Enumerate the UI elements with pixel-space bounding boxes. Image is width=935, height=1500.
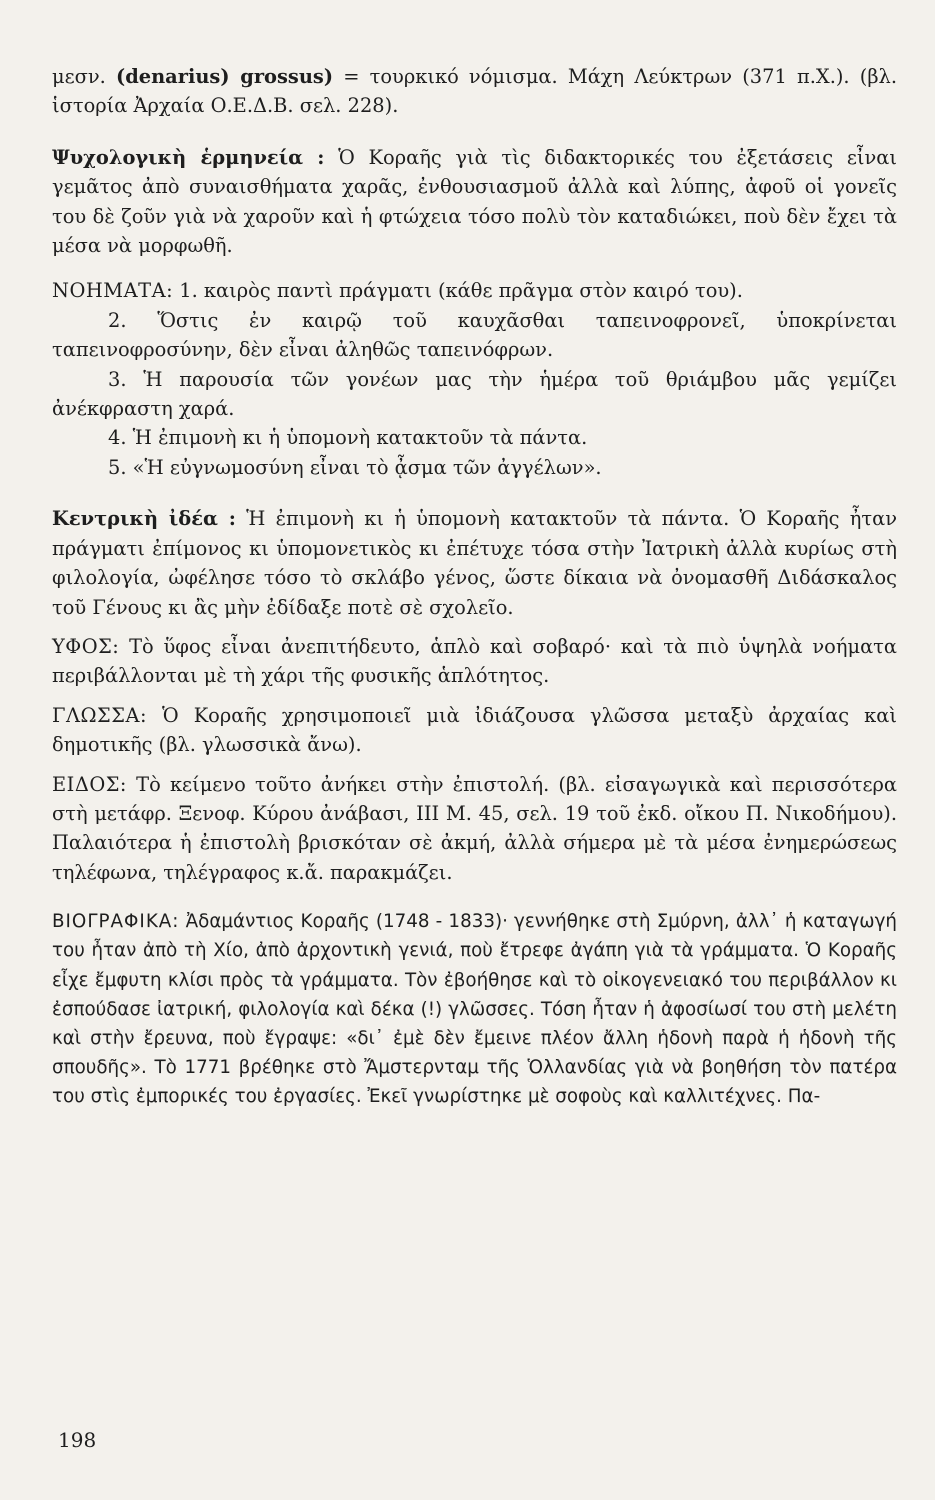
biography-label: ΒΙΟΓΡΑΦΙΚΑ: [52, 911, 180, 933]
central-idea-paragraph [52, 504, 897, 622]
psychology-paragraph [52, 143, 897, 261]
noimata-label: ΝΟΗΜΑΤΑ: [52, 279, 174, 303]
psychology-text: Ὁ Κοραῆς γιὰ τὶς διδακτορικές του ἐξετάσεις εἶναι γεμᾶτος ἀπὸ συναισθήματα χαρᾶς, ἐνθουσιασμοῦ ἀλλὰ καὶ λύπης, ἀφοῦ οἱ γονεῖς του δὲ ζοῦν γιὰ νὰ χαροῦν καὶ ἡ φτώχεια τόσο πολὺ τὸν καταδιώκει, ποὺ δὲν ἔχει τὰ μέσα νὰ μορφωθῆ. [52, 145, 898, 258]
central-idea-label: Κεντρικὴ ἰδέα : [52, 507, 236, 531]
page-number: 198 [58, 1428, 97, 1452]
noimata-item-2: 2. Ὅστις ἐν καιρῷ τοῦ καυχᾶσθαι ταπεινοφρονεῖ, ὑποκρίνεται ταπεινοφροσύνην, δὲν εἶναι ἀληθῶς ταπεινόφρων. [52, 308, 897, 362]
style-paragraph [52, 632, 897, 691]
style-label: ΥΦΟΣ: [52, 634, 120, 658]
intro-text-end: = τουρκικό νόμισμα. Μάχη Λεύκτρων (371 π.Χ.). (βλ. ἱστορία Ἀρχαία Ο.Ε.Δ.Β. σελ. 228). [52, 65, 897, 118]
intro-latin-term: (denarius) grossus) [116, 65, 334, 88]
noimata-item-1 [52, 276, 897, 305]
psychology-label: Ψυχολογικὴ ἑρμηνεία : [52, 145, 325, 169]
language-paragraph [52, 701, 897, 760]
intro-paragraph [52, 62, 897, 121]
genre-text: Τὸ κείμενο τοῦτο ἀνήκει στὴν ἐπιστολή. (βλ. εἰσαγωγικὰ καὶ περισσότερα στὴ μετάφρ. Ξενοφ. Κύρου ἀνάβασι, ΙΙΙ Μ. 45, σελ. 19 τοῦ ἐκδ. οἴκου Π. Νικοδήμου). Παλαιότερα ἡ ἐπιστολὴ βρισκόταν σὲ ἀκμή, ἀλλὰ σήμερα μὲ τὰ μέσα ἐνημερώσεως τηλέφωνα, τηλέγραφος κ.ἄ. παρακμάζει. [52, 772, 897, 884]
language-text: Ὁ Κοραῆς χρησιμοποιεῖ μιὰ ἰδιάζουσα γλῶσσα μεταξὺ ἀρχαίας καὶ δημοτικῆς (βλ. γλωσσικὰ ἄνω). [52, 703, 897, 757]
biography-text: Ἀδαμάντιος Κοραῆς (1748 - 1833)· γεννήθηκε στὴ Σμύρνη, ἀλλ᾽ ἡ καταγωγή του ἦταν ἀπὸ τὴ Χίο, ἀπὸ ἀρχοντικὴ γενιά, ποὺ ἔτρεφε ἀγάπη γιὰ τὰ γράμματα. Ὁ Κοραῆς εἶχε ἔμφυτη κλίσι πρὸς τὰ γράμματα. Τὸν ἐβοήθησε καὶ τὸ οἰκογενειακό του περιβάλλον κι ἐσπούδασε ἰατρική, φιλολογία καὶ δέκα (!) γλῶσσες. Τόση ἦταν ἡ ἀφοσίωσί του στὴ μελέτη καὶ στὴν ἔρευνα, ποὺ ἔγραψε: «δι᾽ ἐμὲ δὲν ἔμεινε πλέον ἄλλη ἡδονὴ παρὰ ἡ ἡδονὴ τῆς σπουδῆς». Τὸ 1771 βρέθηκε στὸ Ἄμστερνταμ τῆς Ὁλλανδίας γιὰ νὰ βοηθήση τὸν πατέρα του στὶς ἐμπορικές του ἐργασίες. Ἐκεῖ γνωρίστηκε μὲ σοφοὺς καὶ καλλιτέχνες. Πα- [52, 911, 897, 1108]
noimata-item-5: 5. «Ἡ εὐγνωμοσύνη εἶναι τὸ ᾆσμα τῶν ἀγγέλων». [108, 455, 602, 479]
noimata-item-3: 3. Ἡ παρουσία τῶν γονέων μας τὴν ἡμέρα τοῦ θριάμβου μᾶς γεμίζει ἀνέκφραστη χαρά. [52, 367, 897, 421]
genre-paragraph [52, 770, 897, 888]
genre-label: ΕΙΔΟΣ: [52, 772, 127, 796]
style-text: Τὸ ὕφος εἶναι ἀνεπιτήδευτο, ἁπλὸ καὶ σοβαρό· καὶ τὰ πιὸ ὑψηλὰ νοήματα περιβάλλονται μὲ τὴ χάρι τῆς φυσικῆς ἁπλότητος. [52, 634, 897, 688]
biography-paragraph [52, 907, 897, 1111]
page-body [52, 62, 897, 1112]
language-label: ΓΛΩΣΣΑ: [52, 703, 147, 727]
noimata-item-4: 4. Ἡ ἐπιμονὴ κι ἡ ὑπομονὴ κατακτοῦν τὰ πάντα. [108, 426, 588, 450]
intro-text-start: μεσν. [52, 65, 117, 88]
central-idea-text: Ἡ ἐπιμονὴ κι ἡ ὑπομονὴ κατακτοῦν τὰ πάντα. Ὁ Κοραῆς ἦταν πράγματι ἐπίμονος κι ὑπομονετικὸς κι ἐπέτυχε τόσα στὴν Ἰατρικὴ ἀλλὰ κυρίως στὴ φιλολογία, ὠφέλησε τόσο τὸ σκλάβο γένος, ὥστε δίκαια νὰ ὀνομασθῆ Διδάσκαλος τοῦ Γένους κι ἂς μὴν ἐδίδαξε ποτὲ σὲ σχολεῖο. [52, 507, 897, 619]
noimata-text-1: 1. καιρὸς παντὶ πράγματι (κάθε πρᾶγμα στὸν καιρό του). [173, 279, 743, 303]
